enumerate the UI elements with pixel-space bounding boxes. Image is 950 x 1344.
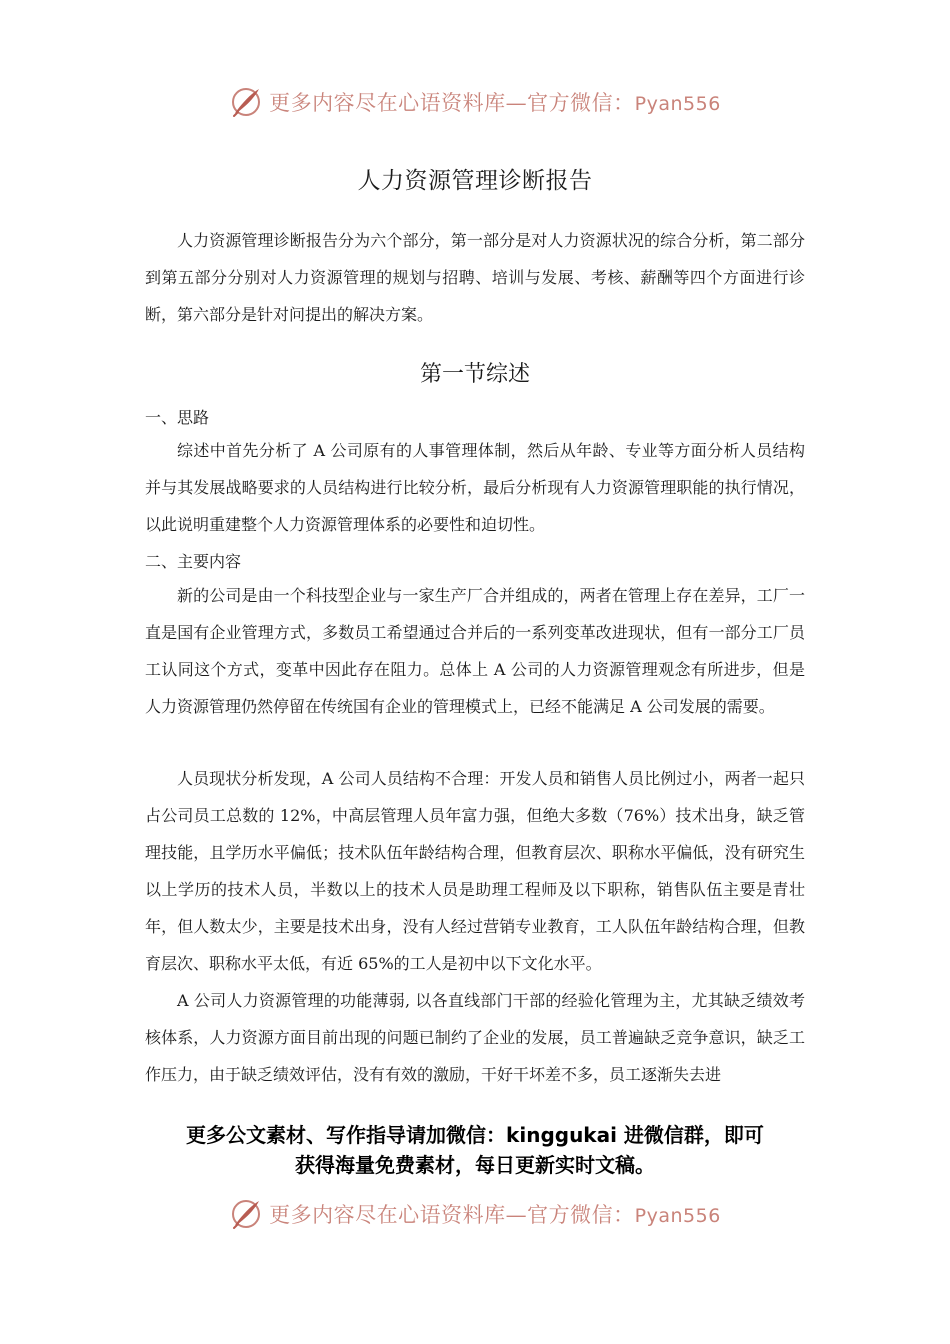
heading-main-content: 二、主要内容 <box>145 552 242 571</box>
quill-logo-icon <box>229 85 263 119</box>
banner-text: 更多内容尽在心语资料库—官方微信：Pyan556 <box>269 91 721 115</box>
promo-line-1: 更多公文素材、写作指导请加微信：kinggukai 进微信群，即可 <box>186 1123 764 1147</box>
heading-approach: 一、思路 <box>145 408 210 427</box>
promo-notice <box>120 1120 830 1180</box>
promo-line-2: 获得海量免费素材，每日更新实时文稿。 <box>295 1153 655 1177</box>
paragraph-merger: 新的公司是由一个科技型企业与一家生产厂合并组成的，两者在管理上存在差异，工厂一直是国有企业管理方式，多数员工希望通过合并后的一系列变革改进现状，但有一部分工厂员工认同这个方式，变革中因此存在阻力。总体上 A 公司的人力资源管理观念有所进步，但是人力资源管理仍然停留在传统国有企业的管理模式上，已经不能满足 A 公司发展的需要。 <box>145 586 805 716</box>
footer-banner <box>0 1194 950 1234</box>
intro-paragraph: 人力资源管理诊断报告分为六个部分，第一部分是对人力资源状况的综合分析，第二部分到第五部分分别对人力资源管理的规划与招聘、培训与发展、考核、薪酬等四个方面进行诊断，第六部分是针对问提出的解决方案。 <box>145 231 805 324</box>
header-banner <box>0 82 950 122</box>
banner-text: 更多内容尽在心语资料库—官方微信：Pyan556 <box>269 1203 721 1227</box>
document-title: 人力资源管理诊断报告 <box>357 168 593 194</box>
section-title: 第一节综述 <box>419 362 530 387</box>
quill-logo-icon <box>229 1197 263 1231</box>
paragraph-hr-function: A 公司人力资源管理的功能薄弱, 以各直线部门干部的经验化管理为主，尤其缺乏绩效考核体系，人力资源方面目前出现的问题已制约了企业的发展，员工普遍缺乏竞争意识，缺乏工作压力，由于缺乏绩效评估，没有有效的激励，干好干坏差不多，员工逐渐失去进 <box>145 991 805 1084</box>
paragraph-approach: 综述中首先分析了 A 公司原有的人事管理体制，然后从年龄、专业等方面分析人员结构并与其发展战略要求的人员结构进行比较分析，最后分析现有人力资源管理职能的执行情况，以此说明重建整个人力资源管理体系的必要性和迫切性。 <box>145 441 805 534</box>
paragraph-staff-analysis: 人员现状分析发现，A 公司人员结构不合理：开发人员和销售人员比例过小，两者一起只占公司员工总数的 12%，中高层管理人员年富力强，但绝大多数（76%）技术出身，缺乏管理技能，且学历水平偏低；技术队伍年龄结构合理，但教育层次、职称水平偏低，没有研究生以上学历的技术人员，半数以上的技术人员是助理工程师及以下职称，销售队伍主要是青壮年，但人数太少，主要是技术出身，没有人经过营销专业教育，工人队伍年龄结构合理，但教育层次、职称水平太低，有近 65%的工人是初中以下文化水平。 <box>145 769 805 973</box>
